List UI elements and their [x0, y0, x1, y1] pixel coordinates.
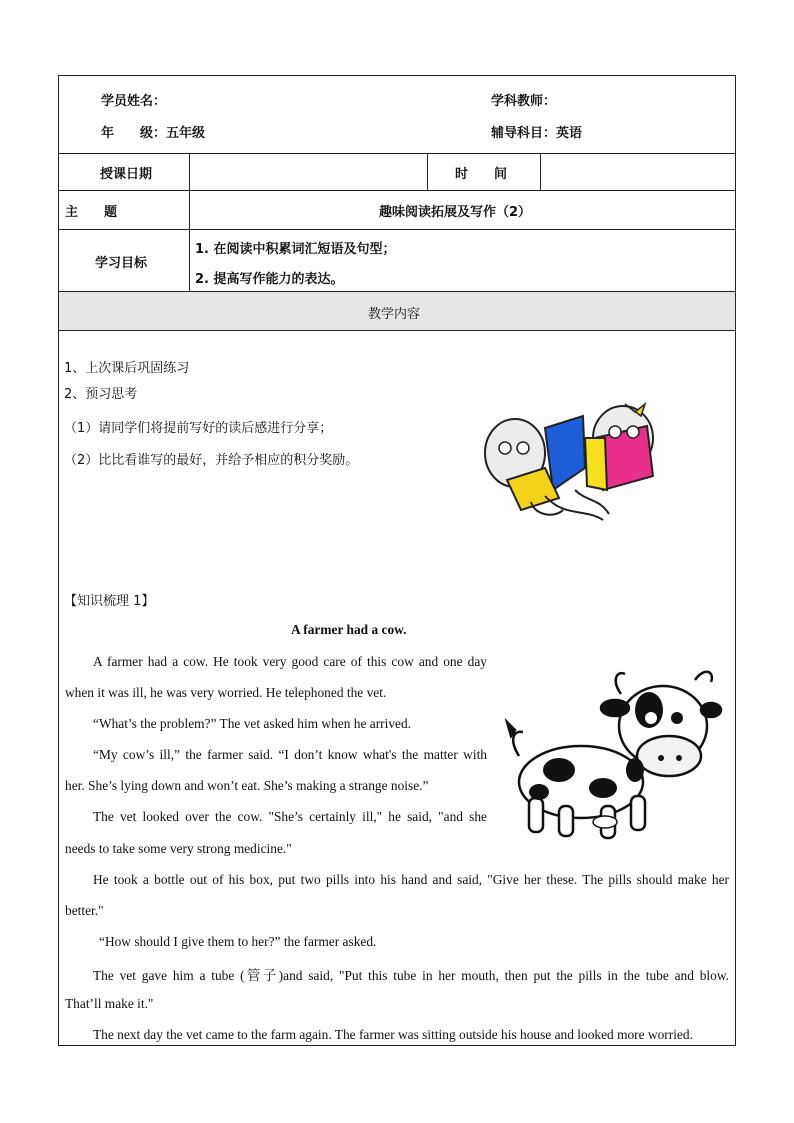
- goal-label: 学习目标: [95, 256, 148, 271]
- story-line: That’ll make it.": [65, 996, 154, 1011]
- cartoon-cow-illustration: [499, 660, 723, 852]
- story-line: The vet gave him a tube (管子)and said, "Put this tube in her mouth, then put the pills in the tube and blow.: [93, 968, 729, 983]
- review-sub-item: （1）请同学们将提前写好的读后感进行分享；: [64, 421, 333, 436]
- review-item: 2、预习思考: [64, 387, 138, 402]
- time-label: 时 间: [455, 167, 508, 182]
- row-divider: [59, 153, 735, 154]
- review-sub-item: （2）比比看谁写的最好，并给予相应的积分奖励。: [64, 453, 359, 468]
- story-line: when it was ill, he was very worried. He telephoned the vet.: [65, 685, 387, 700]
- row-divider: [59, 190, 735, 191]
- story-title: A farmer had a cow.: [291, 622, 407, 637]
- column-divider: [540, 153, 541, 190]
- reading-kids-illustration: [475, 398, 687, 526]
- topic-value: 趣味阅读拓展及写作（2）: [379, 205, 532, 220]
- story-line: “What’s the problem?” The vet asked him when he arrived.: [93, 716, 412, 731]
- story-line: The next day the vet came to the farm again. The farmer was sitting outside his house and looked more worried.: [93, 1027, 693, 1042]
- grade-label: 年 级：五年级: [101, 126, 206, 141]
- story-line: needs to take some very strong medicine.": [65, 841, 292, 856]
- story-line: He took a bottle out of his box, put two pills into his hand and said, "Give her these. The pills should make her: [93, 872, 729, 887]
- story-line: A farmer had a cow. He took very good care of this cow and one day: [93, 654, 487, 669]
- subject-label: 辅导科目：英语: [491, 126, 583, 141]
- goal-item: 2. 提高写作能力的表达。: [195, 272, 344, 287]
- student-name-label: 学员姓名：: [101, 94, 167, 109]
- column-divider: [189, 153, 190, 291]
- knowledge-heading: 【知识梳理 1】: [64, 594, 155, 609]
- topic-label: 主 题: [65, 205, 118, 220]
- column-divider: [427, 153, 428, 190]
- content-label: 教学内容: [368, 307, 421, 322]
- review-item: 1、上次课后巩固练习: [64, 361, 190, 376]
- story-line: better.": [65, 903, 104, 918]
- story-line: “How should I give them to her?” the farmer asked.: [99, 934, 377, 949]
- lesson-plan-table: [58, 75, 736, 1046]
- story-line: The vet looked over the cow. "She’s certainly ill," he said, "and she: [93, 809, 487, 824]
- goal-item: 1. 在阅读中积累词汇短语及句型；: [195, 242, 396, 257]
- row-divider: [59, 229, 735, 230]
- story-line: her. She’s lying down and won’t eat. She’s making a strange noise.”: [65, 778, 429, 793]
- teacher-label: 学科教师：: [491, 94, 557, 109]
- date-label: 授课日期: [100, 167, 153, 182]
- row-divider: [59, 330, 735, 331]
- story-line: “My cow’s ill,” the farmer said. “I don’t know what's the matter with: [93, 747, 487, 762]
